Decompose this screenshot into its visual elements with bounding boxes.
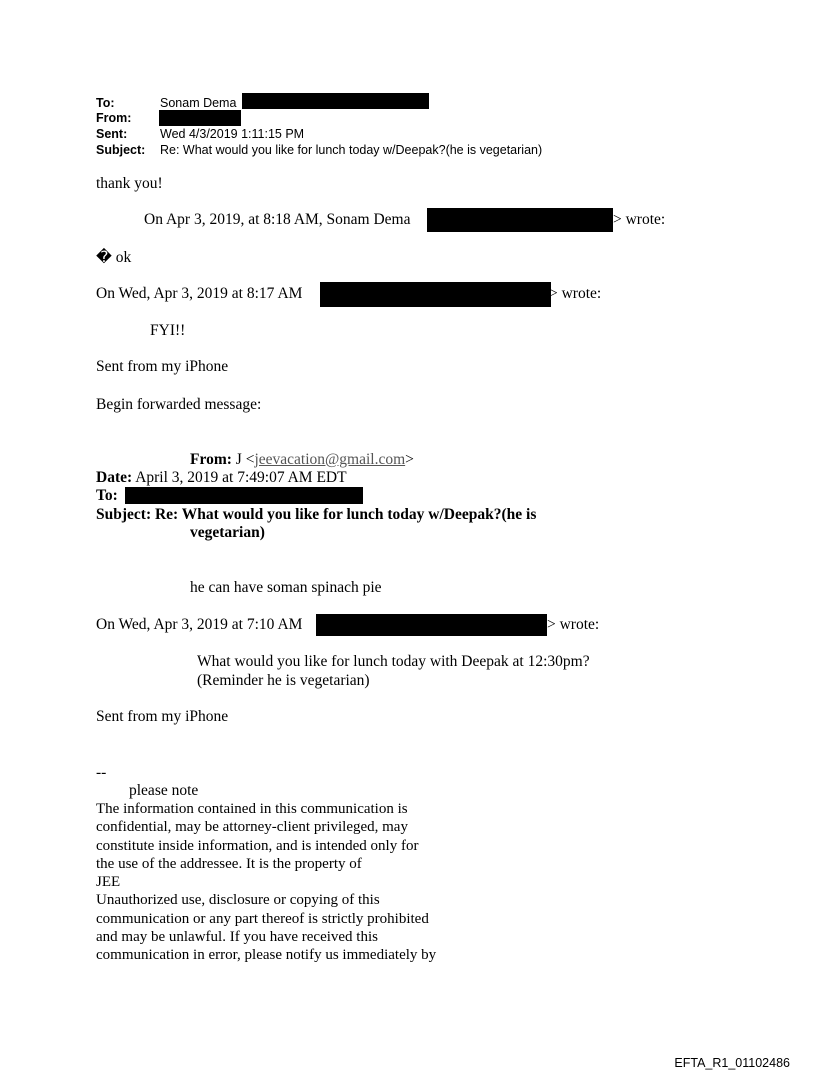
- body-thanks: thank you!: [96, 175, 163, 192]
- fwd-subject-line-1: Subject: Re: What would you like for lunch today w/Deepak?(he is: [96, 506, 537, 523]
- question-line-1: What would you like for lunch today with Deepak at 12:30pm?: [197, 653, 590, 670]
- quote-header-1-suffix: > wrote:: [613, 211, 666, 228]
- header-to-value: Sonam Dema: [160, 96, 237, 110]
- sent-from-iphone-2: Sent from my iPhone: [96, 708, 229, 725]
- quote-header-1: On Apr 3, 2019, at 8:18 AM, Sonam Dema: [144, 211, 411, 228]
- fwd-date-value: April 3, 2019 at 7:49:07 AM EDT: [135, 469, 347, 486]
- redaction-quote-3: [316, 614, 547, 636]
- fwd-from-email-link[interactable]: jeevacation@gmail.com: [254, 451, 406, 468]
- document-id: EFTA_R1_01102486: [674, 1056, 790, 1070]
- body-ok: � ok: [96, 249, 132, 266]
- redaction-quote-2: [320, 282, 551, 307]
- signature-dashes: --: [96, 764, 107, 781]
- fwd-from-close: >: [405, 451, 414, 468]
- begin-forwarded-message: Begin forwarded message:: [96, 396, 262, 413]
- quote-header-3-suffix: > wrote:: [547, 616, 600, 633]
- header-to-label: To:: [96, 96, 115, 110]
- quote-header-2: On Wed, Apr 3, 2019 at 8:17 AM: [96, 285, 303, 302]
- redaction-fwd-to: [125, 487, 363, 504]
- fwd-to-label: To:: [96, 487, 118, 504]
- body-fyi: FYI!!: [150, 322, 186, 339]
- header-from-label: From:: [96, 111, 132, 125]
- header-sent-label: Sent:: [96, 127, 128, 141]
- question-line-2: (Reminder he is vegetarian): [197, 672, 370, 689]
- fwd-from-label: From:: [190, 451, 232, 468]
- redaction-from: [159, 110, 241, 126]
- disclaimer-text: The information contained in this communication is confidential, may be attorney-client privileged, may constitute inside information, and is intended only for the use of the addressee. It is the property of JEE Unauthorized use, disclosure or copying of this communication or any part thereof is strictly prohibited and may be unlawful. If you have received this communication in error, please notify us immediately by: [96, 801, 437, 964]
- quote-header-3: On Wed, Apr 3, 2019 at 7:10 AM: [96, 616, 303, 633]
- header-subject-value: Re: What would you like for lunch today w/Deepak?(he is vegetarian): [160, 143, 543, 157]
- fwd-subject-line-2: vegetarian): [190, 524, 265, 541]
- quote-header-2-suffix: > wrote:: [549, 285, 602, 302]
- sent-from-iphone-1: Sent from my iPhone: [96, 358, 229, 375]
- fwd-from-name: J <: [235, 451, 255, 468]
- fwd-from-line: [190, 451, 414, 469]
- redaction-quote-1: [427, 208, 613, 232]
- body-spinach: he can have soman spinach pie: [190, 579, 382, 596]
- header-subject-label: Subject:: [96, 143, 146, 157]
- header-sent-value: Wed 4/3/2019 1:11:15 PM: [160, 127, 305, 141]
- fwd-date-label: Date:: [96, 469, 133, 486]
- redaction-to: [242, 93, 429, 109]
- please-note: please note: [129, 782, 199, 799]
- fwd-date-line: [96, 469, 347, 487]
